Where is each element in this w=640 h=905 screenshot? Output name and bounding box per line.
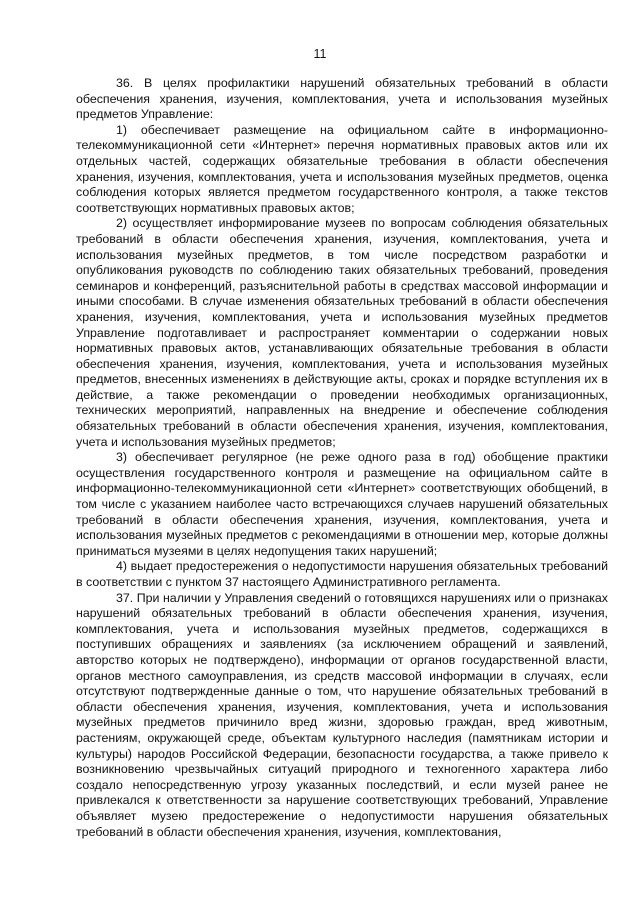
paragraph-36-item-2: 2) осуществляет информирование музеев по вопросам соблюдения обязательных требований в области обеспечения хранения, изучения, комплектования, учета и использования музейных предметов, в том числе посредством разработки и опубликования руководств по соблюдению таких обязательных требований, проведения семинаров и конференций, разъяснительной работы в средствах массовой информации и иными способами. В случае изменения обязательных требований в области обеспечения хранения, изучения, комплектования, учета и использования музейных предметов Управление подготавливает и распространяет комментарии о содержании новых нормативных правовых актов, устанавливающих обязательные требования в области обеспечения хранения, изучения, комплектования, учета и использования музейных предметов, внесенных изменениях в действующие акты, сроках и порядке вступления их в действие, а также рекомендации о проведении необходимых организационных, технических мероприятий, направленных на внедрение и обеспечение соблюдения обязательных требований в области обеспечения хранения, изучения, комплектования, учета и использования музейных предметов;	[76, 216, 608, 449]
paragraph-36-item-1: 1) обеспечивает размещение на официальном сайте в информационно-телекоммуникационной сети «Интернет» перечня нормативных правовых актов или их отдельных частей, содержащих обязательные требования в области обеспечения хранения, изучения, комплектования, учета и использования музейных предметов, оценка соблюдения которых является предметом государственного контроля, а также текстов соответствующих нормативных правовых актов;	[76, 122, 608, 215]
paragraph-36-item-4: 4) выдает предостережения о недопустимости нарушения обязательных требований в соответствии с пунктом 37 настоящего Административного регламента.	[76, 559, 608, 589]
page-number: 11	[313, 47, 327, 61]
paragraph-37: 37. При наличии у Управления сведений о готовящихся нарушениях или о признаках нарушений обязательных требований в области обеспечения хранения, изучения, комплектования, учета и использования музейных предметов, содержащихся в поступивших обращениях и заявлениях (за исключением обращений и заявлений, авторство которых не подтверждено), информации от органов государственной власти, органов местного самоуправления, из средств массовой информации в случаях, если отсутствуют подтвержденные данные о том, что нарушение обязательных требований в области обеспечения хранения, изучения, комплектования, учета и использования музейных предметов причинило вред жизни, здоровью граждан, вред животным, растениям, окружающей среде, объектам культурного наследия (памятникам истории и культуры) народов Российской Федерации, безопасности государства, а также привело к возникновению чрезвычайных ситуаций природного и техногенного характера либо создало непосредственную угрозу указанных последствий, и если музей ранее не привлекался к ответственности за нарушение соответствующих требований, Управление объявляет музею предостережение о недопустимости нарушения обязательных требований в области обеспечения хранения, изучения, комплектования,	[76, 590, 608, 839]
paragraph-36: 36. В целях профилактики нарушений обязательных требований в области обеспечения хранения, изучения, комплектования, учета и использования музейных предметов Управление:	[76, 76, 608, 122]
paragraph-36-item-3: 3) обеспечивает регулярное (не реже одного раза в год) обобщение практики осуществления государственного контроля и размещение на официальном сайте в информационно-телекоммуникационной сети «Интернет» соответствующих обобщений, в том числе с указанием наиболее часто встречающихся случаев нарушений обязательных требований в области обеспечения хранения, изучения, комплектования, учета и использования музейных предметов с рекомендациями в отношении мер, которые должны приниматься музеями в целях недопущения таких нарушений;	[76, 450, 608, 558]
document-body	[76, 76, 608, 840]
